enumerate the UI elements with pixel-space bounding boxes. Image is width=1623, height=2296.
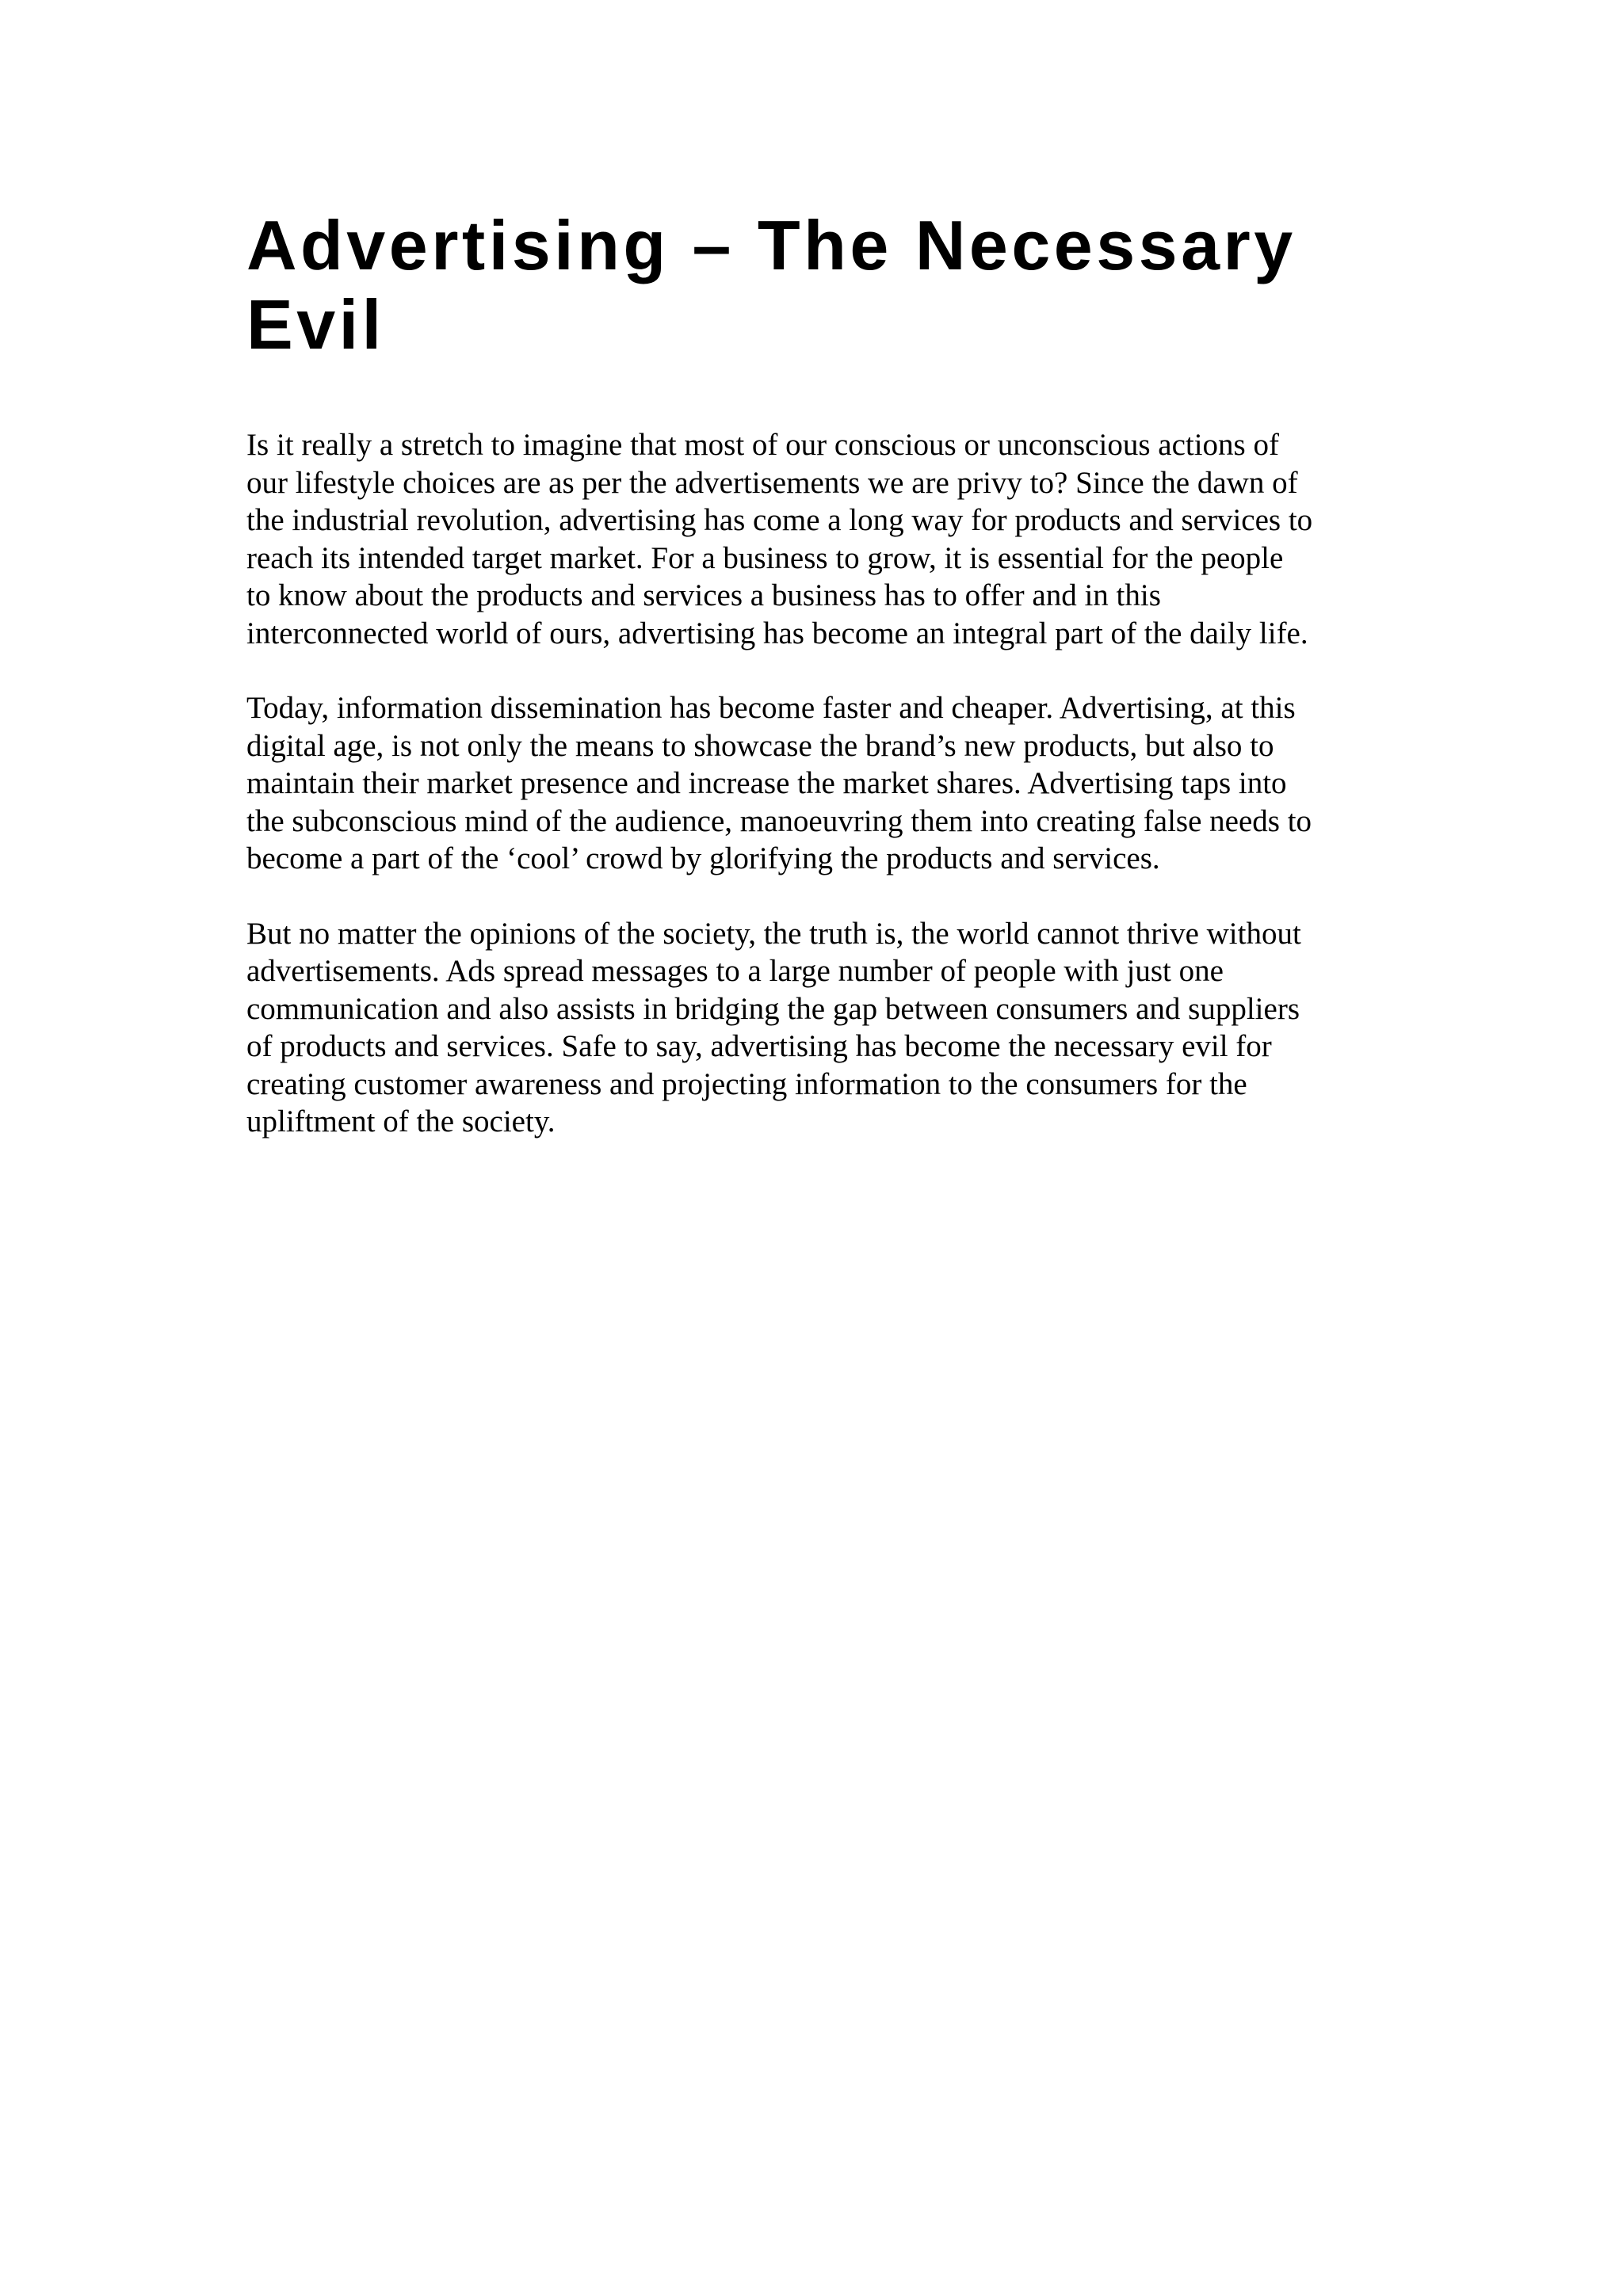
paragraph-line: advertisements. Ads spread messages to a large number of people with just one bbox=[246, 954, 1224, 988]
paragraph-line: our lifestyle choices are as per the advertisements we are privy to? Since the dawn of bbox=[246, 465, 1298, 500]
paragraph-line: to know about the products and services a business has to offer and in this bbox=[246, 578, 1161, 612]
paragraph-line: But no matter the opinions of the society, the truth is, the world cannot thrive without bbox=[246, 916, 1301, 951]
paragraph-3 bbox=[246, 915, 1388, 1141]
title-line: Advertising – The Necessary bbox=[246, 206, 1296, 284]
paragraph-line: interconnected world of ours, advertising has become an integral part of the daily life. bbox=[246, 616, 1308, 650]
paragraph-line: reach its intended target market. For a business to grow, it is essential for the people bbox=[246, 540, 1284, 575]
paragraph-2 bbox=[246, 689, 1388, 878]
paragraph-line: creating customer awareness and projecting information to the consumers for the bbox=[246, 1066, 1247, 1101]
paragraph-line: Today, information dissemination has become faster and cheaper. Advertising, at this bbox=[246, 691, 1296, 725]
paragraph-line: the industrial revolution, advertising has come a long way for products and services to bbox=[246, 503, 1313, 537]
paragraph-line: become a part of the ‘cool’ crowd by glorifying the products and services. bbox=[246, 841, 1160, 875]
title-line: Evil bbox=[246, 285, 385, 364]
paragraph-line: of products and services. Safe to say, advertising has become the necessary evil for bbox=[246, 1029, 1272, 1063]
paragraph-line: maintain their market presence and increase the market shares. Advertising taps into bbox=[246, 766, 1287, 800]
paragraph-line: the subconscious mind of the audience, manoeuvring them into creating false needs to bbox=[246, 803, 1312, 838]
document-content bbox=[246, 206, 1388, 1141]
document-title bbox=[246, 206, 1388, 364]
paragraph-line: upliftment of the society. bbox=[246, 1104, 556, 1138]
paragraph-line: Is it really a stretch to imagine that most of our conscious or unconscious actions of bbox=[246, 428, 1279, 462]
paragraph-line: digital age, is not only the means to showcase the brand’s new products, but also to bbox=[246, 728, 1274, 763]
paragraph-1 bbox=[246, 426, 1388, 652]
paragraph-line: communication and also assists in bridging the gap between consumers and suppliers bbox=[246, 991, 1300, 1026]
